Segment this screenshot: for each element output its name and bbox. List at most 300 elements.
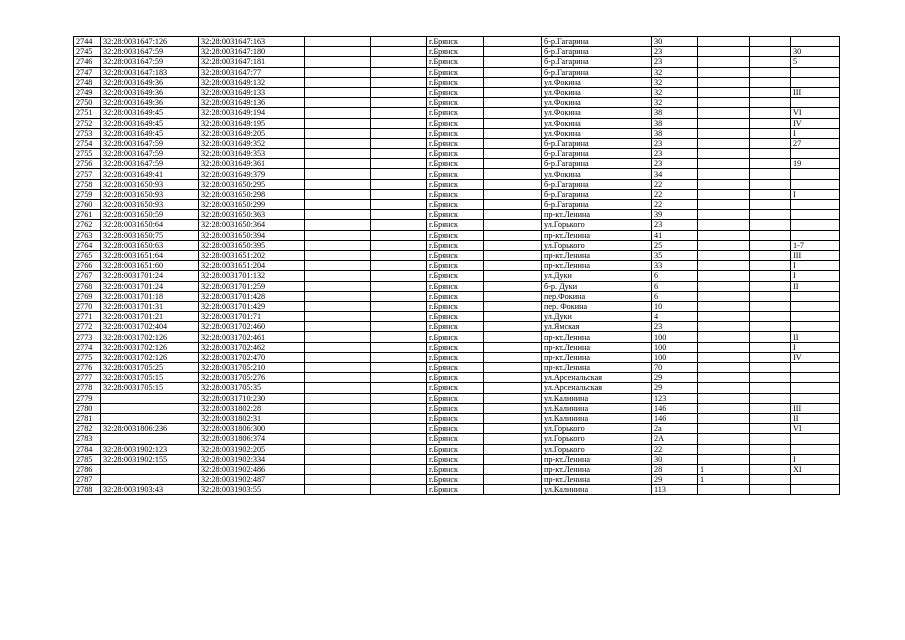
row-number-cell: 2787 [74,475,101,485]
empty-cell [484,240,542,250]
building-cell [698,271,750,281]
empty-cell [305,352,371,362]
table-row [74,77,840,87]
table-row [74,434,840,444]
premises-cell: 19 [791,159,840,169]
premises-cell [791,444,840,454]
building-cell [698,413,750,423]
object-cadastral-cell: 32:28:0031902:205 [199,444,305,454]
object-cadastral-cell: 32:28:0031802:31 [199,413,305,423]
table-row [74,413,840,423]
street-cell: б-р.Гагарина [542,189,652,199]
building-cell [698,200,750,210]
object-cadastral-cell: 32:28:0031702:460 [199,322,305,332]
empty-cell [371,189,427,199]
land-cadastral-cell: 32:28:0031650:75 [101,230,199,240]
table-row [74,200,840,210]
empty-cell [305,240,371,250]
empty-cell [305,77,371,87]
object-cadastral-cell: 32:28:0031649:195 [199,118,305,128]
table-row [74,383,840,393]
city-cell: г.Брянск [427,373,484,383]
empty-cell [484,464,542,474]
building-cell [698,37,750,47]
house-number-cell: 22 [652,444,698,454]
empty-cell [371,393,427,403]
house-number-cell: 113 [652,485,698,495]
table-row [74,169,840,179]
row-number-cell: 2751 [74,108,101,118]
empty-cell [484,87,542,97]
object-cadastral-cell: 32:28:0031650:364 [199,220,305,230]
row-number-cell: 2772 [74,322,101,332]
land-cadastral-cell [101,393,199,403]
row-number-cell: 2759 [74,189,101,199]
table-row [74,424,840,434]
premises-cell: XI [791,464,840,474]
object-cadastral-cell: 32:28:0031802:28 [199,403,305,413]
land-cadastral-cell: 32:28:0031651:60 [101,261,199,271]
empty-cell [750,128,791,138]
table-row [74,322,840,332]
city-cell: г.Брянск [427,250,484,260]
land-cadastral-cell: 32:28:0031806:236 [101,424,199,434]
empty-cell [484,434,542,444]
city-cell: г.Брянск [427,332,484,342]
building-cell [698,322,750,332]
empty-cell [305,189,371,199]
building-cell [698,373,750,383]
house-number-cell: 35 [652,250,698,260]
empty-cell [371,454,427,464]
street-cell: ул.Горького [542,424,652,434]
city-cell: г.Брянск [427,47,484,57]
street-cell: пр-кт.Ленина [542,342,652,352]
empty-cell [750,67,791,77]
empty-cell [305,57,371,67]
street-cell: б-р.Гагарина [542,67,652,77]
land-cadastral-cell [101,413,199,423]
premises-cell: I [791,189,840,199]
land-cadastral-cell [101,403,199,413]
street-cell: б-р.Гагарина [542,200,652,210]
street-cell: б-р.Гагарина [542,149,652,159]
row-number-cell: 2748 [74,77,101,87]
row-number-cell: 2781 [74,413,101,423]
city-cell: г.Брянск [427,179,484,189]
object-cadastral-cell: 32:28:0031701:132 [199,271,305,281]
building-cell [698,108,750,118]
empty-cell [484,312,542,322]
table-row [74,444,840,454]
empty-cell [484,322,542,332]
row-number-cell: 2771 [74,312,101,322]
empty-cell [371,352,427,362]
building-cell [698,454,750,464]
building-cell [698,291,750,301]
street-cell: ул.Калинина [542,393,652,403]
street-cell: б-р. Дуки [542,281,652,291]
empty-cell [371,424,427,434]
premises-cell: II [791,413,840,423]
row-number-cell: 2770 [74,301,101,311]
empty-cell [305,485,371,495]
empty-cell [305,475,371,485]
land-cadastral-cell: 32:28:0031902:155 [101,454,199,464]
empty-cell [305,149,371,159]
building-cell [698,128,750,138]
street-cell: ул.Горького [542,434,652,444]
empty-cell [305,108,371,118]
empty-cell [305,332,371,342]
street-cell: ул.Арсенальская [542,383,652,393]
city-cell: г.Брянск [427,363,484,373]
building-cell [698,444,750,454]
premises-cell [791,312,840,322]
building-cell [698,87,750,97]
empty-cell [305,363,371,373]
street-cell: ул.Горького [542,444,652,454]
land-cadastral-cell: 32:28:0031903:43 [101,485,199,495]
empty-cell [371,261,427,271]
city-cell: г.Брянск [427,210,484,220]
city-cell: г.Брянск [427,444,484,454]
premises-cell [791,322,840,332]
row-number-cell: 2758 [74,179,101,189]
table-row [74,261,840,271]
house-number-cell: 2а [652,424,698,434]
registry-body [74,37,840,495]
street-cell: ул.Фокина [542,108,652,118]
land-cadastral-cell: 32:28:0031705:15 [101,383,199,393]
object-cadastral-cell: 32:28:0031649:133 [199,87,305,97]
premises-cell: 27 [791,138,840,148]
premises-cell: I [791,261,840,271]
empty-cell [305,424,371,434]
city-cell: г.Брянск [427,87,484,97]
building-cell [698,312,750,322]
empty-cell [484,138,542,148]
table-row [74,179,840,189]
street-cell: б-р.Гагарина [542,159,652,169]
empty-cell [371,138,427,148]
empty-cell [371,332,427,342]
land-cadastral-cell: 32:28:0031650:64 [101,220,199,230]
object-cadastral-cell: 32:28:0031649:353 [199,149,305,159]
empty-cell [484,373,542,383]
building-cell [698,230,750,240]
empty-cell [750,352,791,362]
building-cell [698,47,750,57]
house-number-cell: 6 [652,271,698,281]
street-cell: пр-кт.Ленина [542,332,652,342]
empty-cell [305,138,371,148]
empty-cell [371,383,427,393]
object-cadastral-cell: 32:28:0031806:300 [199,424,305,434]
land-cadastral-cell: 32:28:0031650:93 [101,179,199,189]
empty-cell [371,485,427,495]
empty-cell [750,444,791,454]
street-cell: б-р.Гагарина [542,57,652,67]
row-number-cell: 2749 [74,87,101,97]
object-cadastral-cell: 32:28:0031649:194 [199,108,305,118]
land-cadastral-cell: 32:28:0031701:24 [101,271,199,281]
table-row [74,159,840,169]
object-cadastral-cell: 32:28:0031649:361 [199,159,305,169]
land-cadastral-cell: 32:28:0031649:36 [101,98,199,108]
empty-cell [750,403,791,413]
premises-cell: 1-7 [791,240,840,250]
street-cell: ул.Калинина [542,485,652,495]
city-cell: г.Брянск [427,352,484,362]
premises-cell [791,485,840,495]
object-cadastral-cell: 32:28:0031650:395 [199,240,305,250]
building-cell [698,403,750,413]
empty-cell [750,301,791,311]
object-cadastral-cell: 32:28:0031650:363 [199,210,305,220]
building-cell [698,98,750,108]
row-number-cell: 2784 [74,444,101,454]
land-cadastral-cell: 32:28:0031705:15 [101,373,199,383]
empty-cell [371,230,427,240]
land-cadastral-cell: 32:28:0031650:63 [101,240,199,250]
empty-cell [371,291,427,301]
building-cell [698,138,750,148]
empty-cell [371,98,427,108]
land-cadastral-cell: 32:28:0031902:123 [101,444,199,454]
premises-cell [791,291,840,301]
object-cadastral-cell: 32:28:0031806:374 [199,434,305,444]
street-cell: б-р.Гагарина [542,138,652,148]
empty-cell [484,108,542,118]
row-number-cell: 2760 [74,200,101,210]
object-cadastral-cell: 32:28:0031903:55 [199,485,305,495]
row-number-cell: 2776 [74,363,101,373]
house-number-cell: 4 [652,312,698,322]
street-cell: пер.Фокина [542,291,652,301]
building-cell [698,434,750,444]
empty-cell [305,169,371,179]
empty-cell [484,281,542,291]
land-cadastral-cell: 32:28:0031649:36 [101,77,199,87]
city-cell: г.Брянск [427,57,484,67]
empty-cell [484,332,542,342]
empty-cell [484,301,542,311]
building-cell [698,352,750,362]
object-cadastral-cell: 32:28:0031701:259 [199,281,305,291]
building-cell [698,77,750,87]
table-row [74,352,840,362]
empty-cell [305,373,371,383]
empty-cell [305,322,371,332]
premises-cell [791,37,840,47]
empty-cell [371,413,427,423]
empty-cell [371,475,427,485]
empty-cell [484,77,542,87]
land-cadastral-cell: 32:28:0031650:93 [101,200,199,210]
city-cell: г.Брянск [427,393,484,403]
empty-cell [305,250,371,260]
empty-cell [371,108,427,118]
street-cell: ул.Ямская [542,322,652,332]
house-number-cell: 30 [652,454,698,464]
land-cadastral-cell: 32:28:0031651:64 [101,250,199,260]
empty-cell [371,312,427,322]
table-row [74,189,840,199]
house-number-cell: 100 [652,352,698,362]
empty-cell [750,475,791,485]
empty-cell [750,393,791,403]
empty-cell [750,312,791,322]
house-number-cell: 41 [652,230,698,240]
empty-cell [484,454,542,464]
empty-cell [371,159,427,169]
empty-cell [750,383,791,393]
empty-cell [371,464,427,474]
empty-cell [371,47,427,57]
empty-cell [371,363,427,373]
street-cell: пр-кт.Ленина [542,454,652,464]
table-row [74,281,840,291]
premises-cell: IV [791,352,840,362]
city-cell: г.Брянск [427,118,484,128]
premises-cell [791,220,840,230]
premises-cell [791,77,840,87]
table-row [74,403,840,413]
object-cadastral-cell: 32:28:0031651:202 [199,250,305,260]
street-cell: ул.Фокина [542,77,652,87]
building-cell [698,57,750,67]
table-row [74,67,840,77]
land-cadastral-cell: 32:28:0031647:59 [101,159,199,169]
empty-cell [371,210,427,220]
object-cadastral-cell: 32:28:0031705:276 [199,373,305,383]
table-row [74,250,840,260]
building-cell [698,332,750,342]
land-cadastral-cell: 32:28:0031702:126 [101,352,199,362]
house-number-cell: 22 [652,200,698,210]
house-number-cell: 38 [652,128,698,138]
empty-cell [484,444,542,454]
house-number-cell: 70 [652,363,698,373]
empty-cell [750,332,791,342]
empty-cell [484,98,542,108]
house-number-cell: 34 [652,169,698,179]
building-cell [698,261,750,271]
house-number-cell: 30 [652,37,698,47]
table-row [74,220,840,230]
empty-cell [484,352,542,362]
city-cell: г.Брянск [427,322,484,332]
building-cell [698,189,750,199]
empty-cell [750,434,791,444]
city-cell: г.Брянск [427,475,484,485]
building-cell [698,149,750,159]
empty-cell [484,383,542,393]
object-cadastral-cell: 32:28:0031647:180 [199,47,305,57]
empty-cell [484,403,542,413]
premises-cell [791,301,840,311]
city-cell: г.Брянск [427,37,484,47]
city-cell: г.Брянск [427,149,484,159]
city-cell: г.Брянск [427,67,484,77]
empty-cell [750,77,791,87]
empty-cell [305,210,371,220]
empty-cell [371,444,427,454]
city-cell: г.Брянск [427,220,484,230]
city-cell: г.Брянск [427,424,484,434]
empty-cell [305,393,371,403]
land-cadastral-cell: 32:28:0031647:59 [101,138,199,148]
land-cadastral-cell: 32:28:0031702:126 [101,332,199,342]
premises-cell [791,373,840,383]
building-cell [698,342,750,352]
empty-cell [371,403,427,413]
row-number-cell: 2778 [74,383,101,393]
empty-cell [484,393,542,403]
empty-cell [750,291,791,301]
empty-cell [484,37,542,47]
premises-cell: III [791,250,840,260]
empty-cell [484,271,542,281]
house-number-cell: 100 [652,342,698,352]
empty-cell [305,434,371,444]
row-number-cell: 2762 [74,220,101,230]
premises-cell [791,149,840,159]
object-cadastral-cell: 32:28:0031647:77 [199,67,305,77]
land-cadastral-cell: 32:28:0031647:59 [101,149,199,159]
empty-cell [750,240,791,250]
premises-cell: 5 [791,57,840,67]
object-cadastral-cell: 32:28:0031647:163 [199,37,305,47]
building-cell [698,363,750,373]
empty-cell [750,322,791,332]
building-cell [698,179,750,189]
street-cell: ул.Фокина [542,169,652,179]
empty-cell [750,230,791,240]
land-cadastral-cell: 32:28:0031702:126 [101,342,199,352]
empty-cell [750,210,791,220]
empty-cell [305,464,371,474]
empty-cell [484,210,542,220]
house-number-cell: 23 [652,138,698,148]
land-cadastral-cell: 32:28:0031649:45 [101,128,199,138]
table-row [74,128,840,138]
empty-cell [371,220,427,230]
land-cadastral-cell: 32:28:0031649:45 [101,118,199,128]
empty-cell [484,200,542,210]
building-cell [698,118,750,128]
row-number-cell: 2788 [74,485,101,495]
row-number-cell: 2752 [74,118,101,128]
table-row [74,138,840,148]
table-row [74,332,840,342]
object-cadastral-cell: 32:28:0031701:428 [199,291,305,301]
empty-cell [750,464,791,474]
row-number-cell: 2746 [74,57,101,67]
empty-cell [371,77,427,87]
empty-cell [750,47,791,57]
street-cell: ул.Фокина [542,98,652,108]
row-number-cell: 2755 [74,149,101,159]
street-cell: ул.Горького [542,220,652,230]
table-row [74,393,840,403]
empty-cell [484,250,542,260]
empty-cell [371,57,427,67]
table-row [74,210,840,220]
empty-cell [750,342,791,352]
land-cadastral-cell: 32:28:0031701:18 [101,291,199,301]
